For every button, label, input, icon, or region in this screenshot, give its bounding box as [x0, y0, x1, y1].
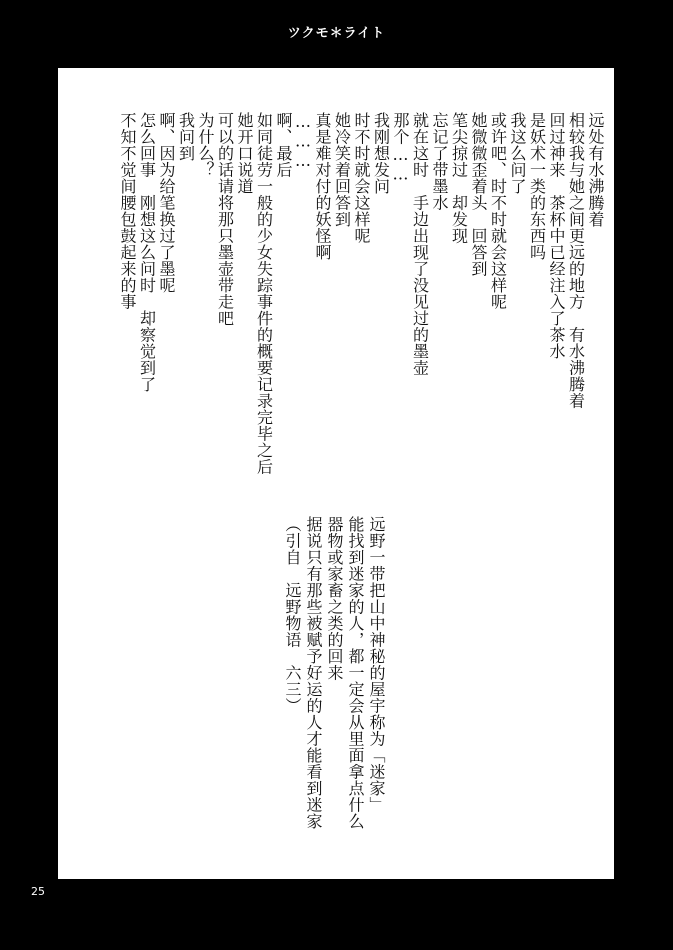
- poem-line: 我问到: [176, 112, 196, 162]
- poem-line: 就在这时 手边出现了没见过的墨壶: [410, 112, 430, 376]
- poem-line: 忘记了带墨水: [430, 112, 449, 211]
- poem-line: 我这么问了: [508, 112, 527, 195]
- poem-line: 她开口说道: [235, 112, 254, 195]
- poem-line: 如同徒劳一般的少女失踪事件的概要记录完毕之后: [254, 112, 274, 475]
- citation-line: 器物或家畜之类的回来: [325, 516, 344, 681]
- citation-line: 据说只有那些被赋予好运的人才能看到迷家: [304, 516, 323, 830]
- poem-line: 相较我与她之间更远的地方 有水沸腾着: [566, 112, 586, 409]
- citation-line: 能找到迷家的人，都一定会从里面拿点什么: [346, 516, 365, 830]
- poem-line: ………: [293, 112, 313, 171]
- page-number: 25: [31, 885, 45, 898]
- poem-line: 或许吧、时不时就会这样呢: [488, 112, 508, 310]
- poem-line: 笔尖掠过 却发现: [449, 112, 469, 244]
- poem-line: 啊、最后: [274, 112, 293, 178]
- poem-line: 怎么回事 刚想这么问时 却察觉到了: [137, 112, 157, 393]
- citation-line: 远野一带把山中神秘的屋宇称为「迷家」: [367, 516, 386, 813]
- citation-line: （引自 远野物语 六三）: [283, 516, 302, 714]
- poem-line: 啊、因为给笔换过了墨呢: [157, 112, 176, 294]
- poem-line: 时不时就会这样呢: [352, 112, 371, 244]
- poem-line: 她冷笑着回答到: [332, 112, 352, 228]
- poem-line: 回过神来 茶杯中已经注入了茶水: [547, 112, 566, 360]
- content-panel: [58, 68, 614, 879]
- poem-line: 我刚想发问: [371, 112, 391, 195]
- poem-line: 她微微歪着头 回答到: [469, 112, 488, 277]
- poem-line: 不知不觉间腰包鼓起来的事: [118, 112, 137, 310]
- poem-line: 远处有水沸腾着: [586, 112, 605, 228]
- poem-line: 真是难对付的妖怪啊: [313, 112, 332, 261]
- poem-line: 可以的话请将那只墨壶带走吧: [215, 112, 235, 327]
- poem-line: 是妖术一类的东西吗: [527, 112, 547, 261]
- poem-line: 为什么？: [196, 112, 215, 178]
- page-header-title: ツクモ＊ライト: [287, 26, 386, 41]
- poem-line: 那个……: [391, 112, 410, 184]
